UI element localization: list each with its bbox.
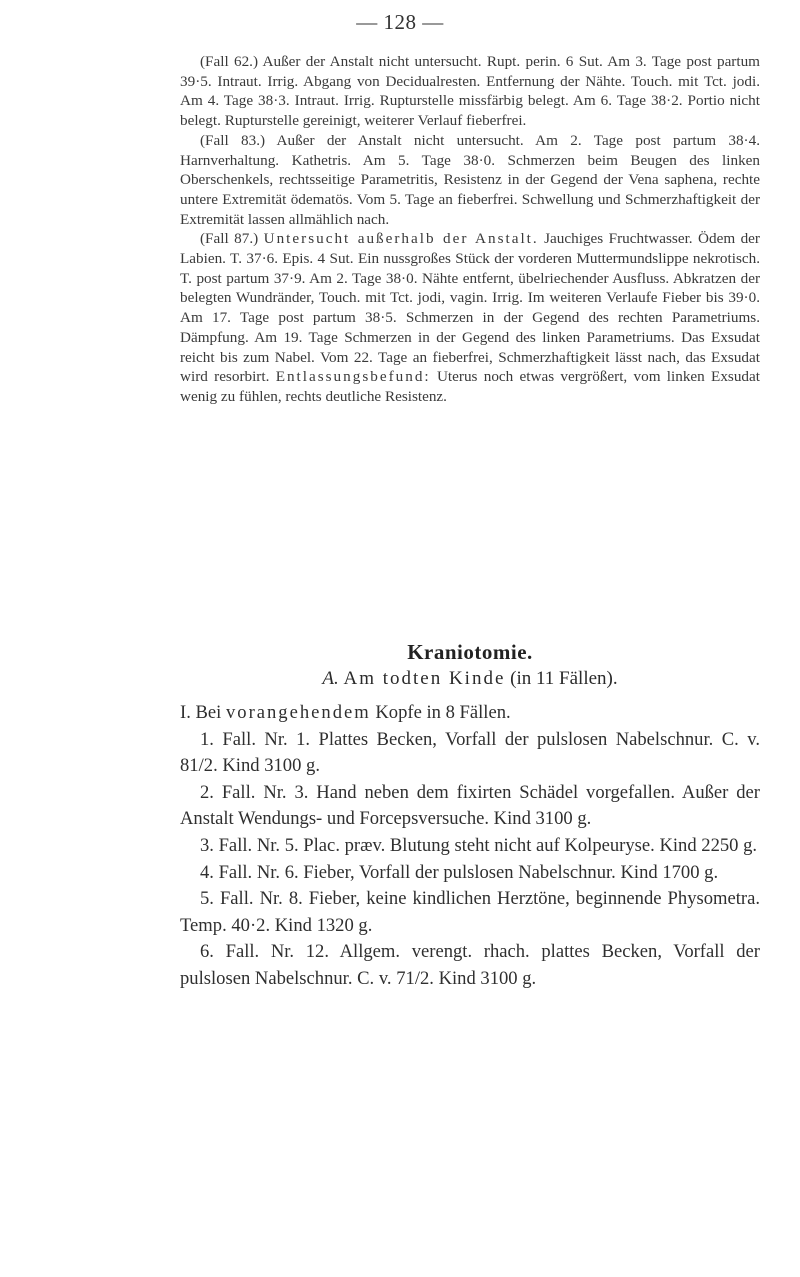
- group-suffix: Kopfe in 8 Fällen.: [370, 702, 511, 723]
- list-item-text: 6. Fall. Nr. 12. Allgem. verengt. rhach. plattes Becken, Vorfall der pulslosen Nabelschnur. C. v. 7: [180, 941, 760, 989]
- list-item-tail: . Kind 3100 g.: [429, 967, 537, 989]
- case-87-prefix: (Fall 87.): [200, 230, 264, 248]
- page-number: — 128 —: [356, 10, 444, 34]
- list-item-fraction: 1/2: [405, 967, 430, 989]
- list-item-tail: . Kind 3100 g.: [213, 755, 320, 777]
- case-paragraph-83: (Fall 83.) Außer der Anstalt nicht untersucht. Am 2. Tage post partum 38·4. Harnverhaltung. Kathetris. Am 5. Tage 38·0. Schmerzen beim Beugen des linken Oberschenkels, rechtsseitige Parametritis, Resistenz in der Gegend der Vena saphena, rechte untere Extremität ödematös. Vom 5. Tage an fieberfrei. Schwellung und Schmerzhaftigkeit der Extremität lassen allmählich nach.: [180, 131, 760, 228]
- list-item: 4. Fall. Nr. 6. Fieber, Vorfall der pulslosen Nabelschnur. Kind 1700 g.: [200, 861, 719, 883]
- case-reports: [180, 52, 760, 407]
- list-item: 3. Fall. Nr. 5. Plac. præv. Blutung steht nicht auf Kolpeuryse. Kind 2250 g.: [200, 834, 758, 856]
- group-prefix: I. Bei: [180, 702, 226, 723]
- case-paragraph-87: [180, 229, 760, 406]
- subsection-spaced-text: Am todten Kinde: [343, 668, 506, 689]
- list-item-text: 1. Fall. Nr. 1. Plattes Becken, Vorfall der pulslosen Nabelschnur. C. v. 8: [180, 728, 760, 777]
- case-paragraph-62: (Fall 62.) Außer der Anstalt nicht untersucht. Rupt. perin. 6 Sut. Am 3. Tage post partum 39·5. Intraut. Irrig. Abgang von Decidualresten. Entfernung der Nähte. Touch. mit Tct. jodi. Am 4. Tage 38·3. Intraut. Irrig. Rupturstelle missfärbig belegt. Am 6. Tage 38·2. Portio nicht belegt. Rupturstelle gereinigt, weiterer Verlauf fieberfrei.: [180, 53, 760, 130]
- list-item: [180, 939, 760, 992]
- list-item: 5. Fall. Nr. 8. Fieber, keine kindlichen Herztöne, beginnende Physometra. Temp. 40·2. Kind 1320 g.: [180, 888, 760, 936]
- case-87-discharge-text: Uterus noch etwas vergrößert, vom linken Exsudat wenig zu fühlen, rechts deutliche Resistenz.: [180, 368, 760, 405]
- case-87-discharge-label: Entlassungsbefund:: [275, 368, 431, 386]
- list-item-fraction: 1/2: [189, 755, 214, 777]
- group-heading: [180, 700, 760, 727]
- subsection-label: A.: [322, 668, 339, 689]
- list-item: 2. Fall. Nr. 3. Hand neben dem fixirten Schädel vorgefallen. Außer der Anstalt Wendungs- und Forcepsversuche. Kind 3100 g.: [180, 781, 760, 830]
- subsection-rest: (in 11 Fällen).: [510, 668, 618, 689]
- list-item: [180, 727, 760, 780]
- case-87-spaced-heading: Untersucht außerhalb der Anstalt.: [263, 230, 539, 248]
- case-list: [180, 700, 760, 993]
- group-spaced: vorangehendem: [225, 702, 371, 723]
- section-title: Kraniotomie.: [407, 640, 533, 664]
- subsection-heading: [180, 668, 760, 690]
- case-87-body: Jauchiges Fruchtwasser. Ödem der Labien. T. 37·6. Epis. 4 Sut. Ein nussgroßes Stück der vorderen Muttermundslippe nekrotisch. T. post partum 37·9. Am 2. Tage 38·0. Nähte entfernt, übelriechender Ausfluss. Abkratzen der belegten Wundränder, Touch. mit Tct. jodi, vagin. Irrig. Im weiteren Verlaufe Fieber bis 39·0. Am 17. Tage post partum 38·5. Schmerzen in der Gegend des rechten Parametriums. Dämpfung. Am 19. Tage Schmerzen in der Gegend des linken Parametriums. Das Exsudat reicht bis zum Nabel. Vom 22. Tage an fieberfrei, Schmerzhaftigkeit lässt nach, das Exsudat wird resorbirt.: [180, 230, 760, 386]
